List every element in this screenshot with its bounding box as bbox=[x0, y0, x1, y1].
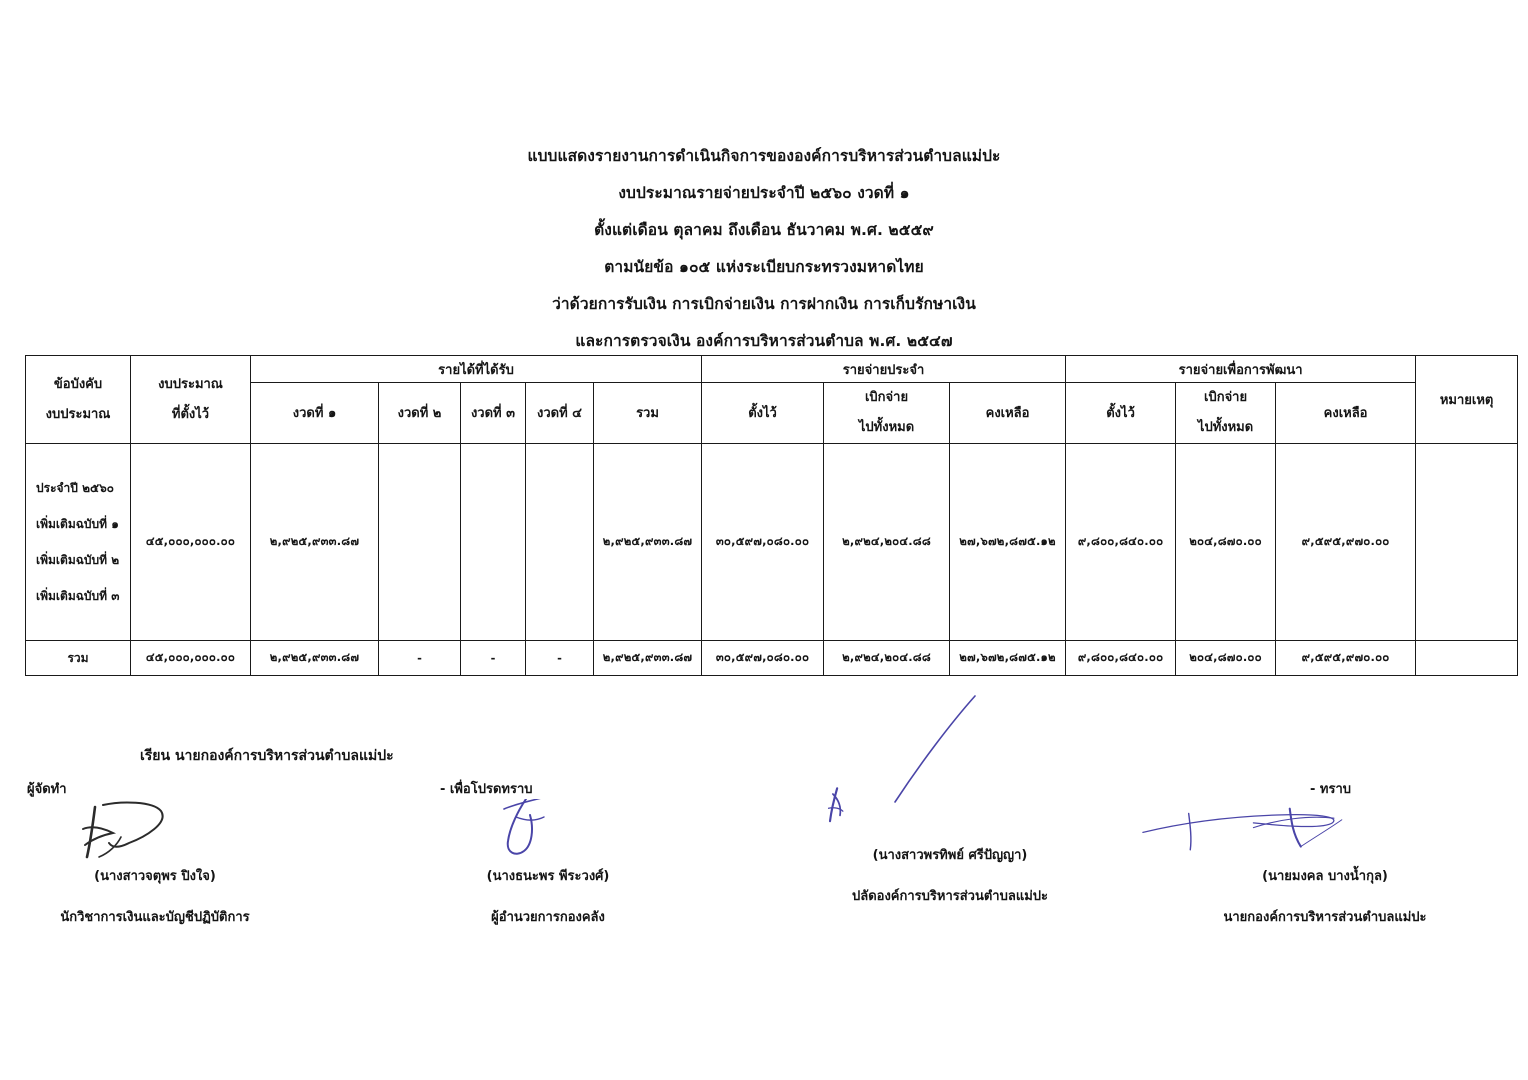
header-recurrent-disbursed-line1: เบิกจ่าย bbox=[864, 390, 909, 405]
header-recurrent-disbursed-line2: ไปทั้งหมด bbox=[858, 420, 915, 435]
header-development-disbursed-line1: เบิกจ่าย bbox=[1204, 390, 1248, 405]
cell-note bbox=[1416, 444, 1518, 641]
header-development-disbursed bbox=[1176, 383, 1276, 444]
header-budget-set bbox=[131, 356, 251, 444]
header-recurrent-allocated: ตั้งไว้ bbox=[702, 383, 824, 444]
signature-title-finance-director: ผู้อำนวยการกองคลัง bbox=[491, 910, 605, 925]
header-note: หมายเหตุ bbox=[1416, 356, 1518, 444]
signature-block-preparer bbox=[25, 778, 285, 927]
cell-recurrent-disbursed: ๒,๙๒๔,๒๐๔.๘๘ bbox=[824, 444, 950, 641]
signature-name-mayor: (นายมงคล บางน้ำกุล) bbox=[1262, 869, 1388, 884]
cell-development-disbursed: ๒๐๔,๘๗๐.๐๐ bbox=[1176, 444, 1276, 641]
row-label-supplement-1: เพิ่มเติมฉบับที่ ๑ bbox=[36, 517, 119, 531]
summary-recurrent-disbursed: ๒,๙๒๔,๒๐๔.๘๘ bbox=[824, 641, 950, 676]
header-installment-3: งวดที่ ๓ bbox=[461, 383, 526, 444]
signature-name-preparer: (นางสาวจตุพร ปิงใจ) bbox=[94, 869, 216, 884]
summary-label: รวม bbox=[26, 641, 131, 676]
signature-title-mayor: นายกองค์การบริหารส่วนตำบลแม่ปะ bbox=[1223, 910, 1427, 925]
cell-recurrent-allocated: ๓๐,๕๙๗,๐๘๐.๐๐ bbox=[702, 444, 824, 641]
cell-development-allocated: ๙,๘๐๐,๘๔๐.๐๐ bbox=[1066, 444, 1176, 641]
cell-budget-set: ๔๕,๐๐๐,๐๐๐.๐๐ bbox=[131, 444, 251, 641]
header-recurrent-group: รายจ่ายประจำ bbox=[702, 356, 1066, 383]
header-recurrent-disbursed bbox=[824, 383, 950, 444]
signature-block-mayor bbox=[1135, 778, 1515, 927]
row-label-supplement-2: เพิ่มเติมฉบับที่ ๒ bbox=[36, 553, 120, 567]
budget-report-table bbox=[25, 355, 1518, 676]
signature-ink-finance-director bbox=[398, 799, 698, 861]
signature-title-preparer: นักวิชาการเงินและบัญชีปฏิบัติการ bbox=[60, 910, 250, 925]
header-budget-line2: ที่ตั้งไว้ bbox=[171, 406, 210, 422]
header-line-1: แบบแสดงรายงานการดำเนินกิจการขององค์การบริหารส่วนตำบลแม่ปะ bbox=[527, 147, 1001, 165]
header-line-4: ตามนัยข้อ ๑๐๕ แห่งระเบียบกระทรวงมหาดไทย bbox=[604, 258, 924, 276]
table-header-group-row bbox=[26, 356, 1518, 383]
signature-title-chief-administrator: ปลัดองค์การบริหารส่วนตำบลแม่ปะ bbox=[851, 889, 1048, 904]
header-rule-line2: งบประมาณ bbox=[45, 406, 111, 422]
summary-revenue-2: - bbox=[379, 641, 461, 676]
handwritten-signature-icon bbox=[398, 799, 698, 861]
table-summary-row bbox=[26, 641, 1518, 676]
header-development-group: รายจ่ายเพื่อการพัฒนา bbox=[1066, 356, 1416, 383]
cell-development-remaining: ๙,๕๙๕,๙๗๐.๐๐ bbox=[1276, 444, 1416, 641]
row-budget-labels bbox=[26, 444, 131, 641]
header-line-6: และการตรวจเงิน องค์การบริหารส่วนตำบล พ.ศ. ๒๕๔๗ bbox=[575, 332, 953, 350]
header-development-remaining: คงเหลือ bbox=[1276, 383, 1416, 444]
header-development-disbursed-line2: ไปทั้งหมด bbox=[1197, 420, 1254, 435]
row-label-annual: ประจำปี ๒๕๖๐ bbox=[36, 481, 115, 495]
cell-revenue-total: ๒,๙๒๕,๙๓๓.๘๗ bbox=[594, 444, 702, 641]
signature-block-finance-director bbox=[398, 778, 698, 927]
header-revenue-total: รวม bbox=[594, 383, 702, 444]
header-rule-budget bbox=[26, 356, 131, 444]
signature-role-preparer: ผู้จัดทำ bbox=[27, 782, 67, 797]
signature-role-finance-director: - เพื่อโปรดทราบ bbox=[440, 782, 533, 797]
header-recurrent-remaining: คงเหลือ bbox=[950, 383, 1066, 444]
summary-recurrent-allocated: ๓๐,๕๙๗,๐๘๐.๐๐ bbox=[702, 641, 824, 676]
cell-revenue-2 bbox=[379, 444, 461, 641]
header-line-2: งบประมาณรายจ่ายประจำปี ๒๕๖๐ งวดที่ ๑ bbox=[618, 184, 910, 202]
summary-revenue-1: ๒,๙๒๕,๙๓๓.๘๗ bbox=[251, 641, 379, 676]
cell-recurrent-remaining: ๒๗,๖๗๒,๘๗๕.๑๒ bbox=[950, 444, 1066, 641]
summary-development-allocated: ๙,๘๐๐,๘๔๐.๐๐ bbox=[1066, 641, 1176, 676]
summary-revenue-total: ๒,๙๒๕,๙๓๓.๘๗ bbox=[594, 641, 702, 676]
summary-development-remaining: ๙,๕๙๕,๙๗๐.๐๐ bbox=[1276, 641, 1416, 676]
header-line-3: ตั้งแต่เดือน ตุลาคม ถึงเดือน ธันวาคม พ.ศ. ๒๕๕๙ bbox=[594, 221, 934, 239]
signature-name-finance-director: (นางธนะพร พีระวงศ์) bbox=[486, 869, 610, 884]
summary-revenue-3: - bbox=[461, 641, 526, 676]
summary-revenue-4: - bbox=[526, 641, 594, 676]
summary-budget-set: ๔๕,๐๐๐,๐๐๐.๐๐ bbox=[131, 641, 251, 676]
signature-ink-mayor bbox=[1135, 799, 1515, 861]
summary-note bbox=[1416, 641, 1518, 676]
cell-revenue-3 bbox=[461, 444, 526, 641]
header-development-allocated: ตั้งไว้ bbox=[1066, 383, 1176, 444]
attention-line: เรียน นายกองค์การบริหารส่วนตำบลแม่ปะ bbox=[140, 748, 394, 764]
cell-revenue-1: ๒,๙๒๕,๙๓๓.๘๗ bbox=[251, 444, 379, 641]
header-line-5: ว่าด้วยการรับเงิน การเบิกจ่ายเงิน การฝากเงิน การเก็บรักษาเงิน bbox=[552, 295, 976, 313]
summary-recurrent-remaining: ๒๗,๖๗๒,๘๗๕.๑๒ bbox=[950, 641, 1066, 676]
row-label-supplement-3: เพิ่มเติมฉบับที่ ๓ bbox=[36, 589, 120, 603]
handwritten-signature-icon bbox=[25, 799, 325, 861]
header-revenue-group: รายได้ที่ได้รับ bbox=[251, 356, 702, 383]
signature-ink-preparer bbox=[25, 799, 285, 861]
handwritten-signature-icon bbox=[740, 778, 1040, 840]
header-installment-2: งวดที่ ๒ bbox=[379, 383, 461, 444]
handwritten-signature-icon bbox=[1135, 799, 1435, 861]
cell-revenue-4 bbox=[526, 444, 594, 641]
header-installment-1: งวดที่ ๑ bbox=[251, 383, 379, 444]
signature-block-chief-administrator bbox=[740, 778, 1160, 906]
signature-role-mayor: - ทราบ bbox=[1310, 782, 1352, 797]
header-budget-line1: งบประมาณ bbox=[158, 376, 223, 392]
header-installment-4: งวดที่ ๔ bbox=[526, 383, 594, 444]
header-rule-line1: ข้อบังคับ bbox=[53, 376, 103, 392]
signature-name-chief-administrator: (นางสาวพรทิพย์ ศรีปัญญา) bbox=[872, 848, 1028, 863]
summary-development-disbursed: ๒๐๔,๘๗๐.๐๐ bbox=[1176, 641, 1276, 676]
table-row bbox=[26, 444, 1518, 641]
document-header bbox=[0, 138, 1528, 360]
signature-ink-chief-administrator bbox=[740, 778, 1160, 840]
